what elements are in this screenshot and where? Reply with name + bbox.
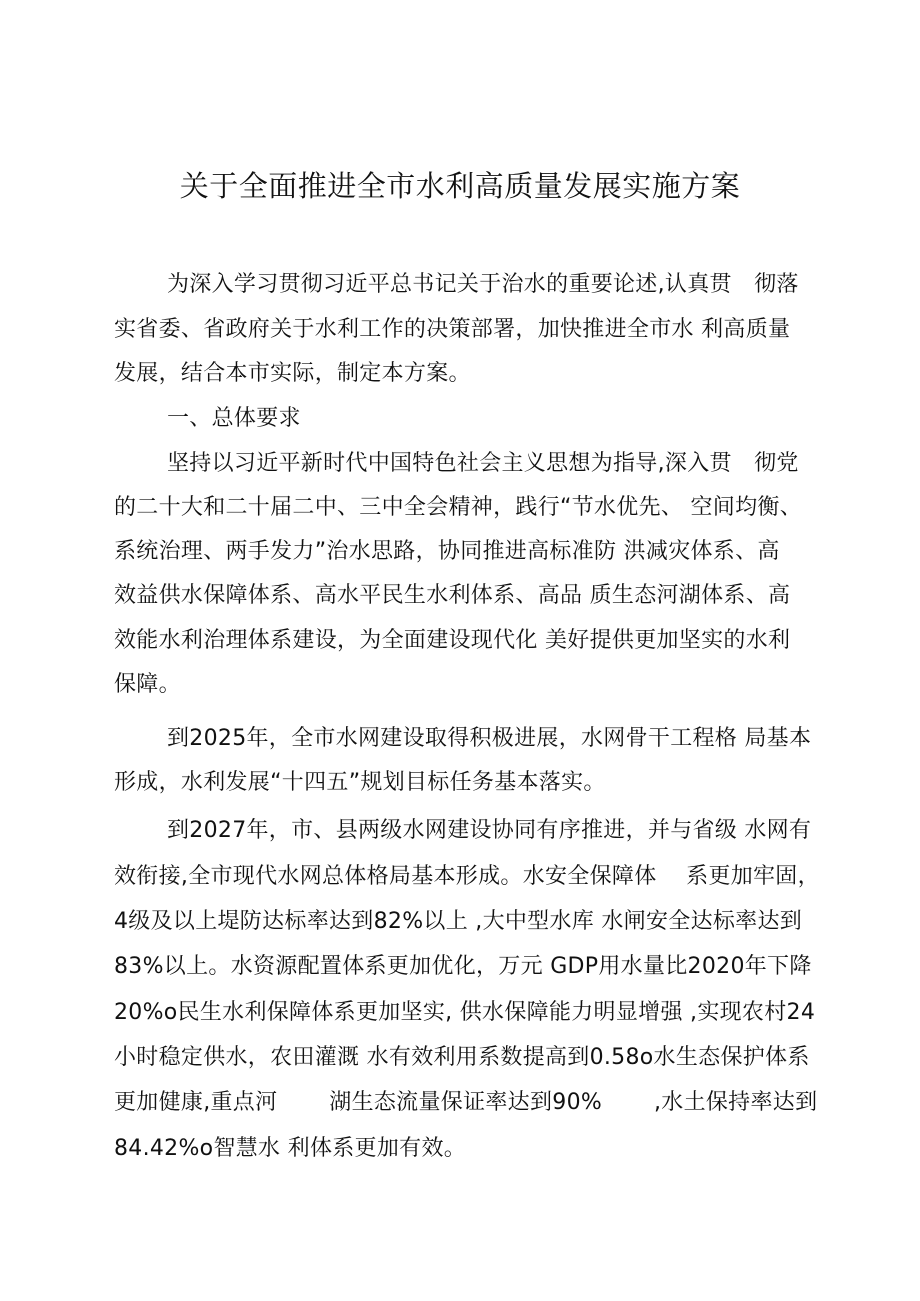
paragraph-line: 的二十大和二十届二中、三中全会精神，践行“节水优先、 空间均衡、 (114, 495, 802, 520)
paragraph-line: 更加健康,重点河 湖生态流量保证率达到90% ,水土保持率达到 (114, 1090, 818, 1115)
paragraph-line: 实省委、省政府关于水利工作的决策部署，加快推进全市水 利高质量 (114, 317, 791, 342)
paragraph-line: 为深入学习贯彻习近平总书记关于治水的重要论述,认真贯 彻落 (167, 272, 799, 297)
paragraph-line: 4级及以上堤防达标率达到82%以上 ,大中型水库 水闸安全达标率达到 (114, 909, 803, 934)
document-title: 关于全面推进全市水利高质量发展实施方案 (179, 169, 741, 203)
paragraph-line: 保障。 (114, 672, 181, 697)
paragraph-line: 效能水利治理体系建设，为全面建设现代化 美好提供更加坚实的水利 (114, 628, 791, 653)
paragraph-line: 发展，结合本市实际，制定本方案。 (114, 361, 471, 386)
paragraph-line: 83%以上。水资源配置体系更加优化，万元 GDP用水量比2020年下降 (114, 954, 812, 979)
paragraph-line: 系统治理、两手发力”治水思路，协同推进高标准防 洪减灾体系、高 (114, 539, 780, 564)
paragraph-line: 20%o民生水利保障体系更加坚实, 供水保障能力明显增强 ,实现农村24 (114, 1000, 816, 1025)
paragraph-line: 到2027年，市、县两级水网建设协同有序推进，并与省级 水网有 (167, 818, 812, 843)
paragraph-line: 坚持以习近平新时代中国特色社会主义思想为指导,深入贯 彻党 (167, 451, 799, 476)
paragraph-line: 效益供水保障体系、高水平民生水利体系、高品 质生态河湖体系、高 (114, 583, 791, 608)
paragraph-line: 84.42%o智慧水 利体系更加有效。 (114, 1136, 467, 1161)
paragraph-line: 到2025年，全市水网建设取得积极进展，水网骨干工程格 局基本 (167, 726, 812, 751)
paragraph-line: 效衔接,全市现代水网总体格局基本形成。水安全保障体 系更加牢固， (114, 864, 820, 889)
section-heading: 一、总体要求 (167, 406, 301, 431)
paragraph-line: 小时稳定供水，农田灌溉 水有效利用系数提高到0.58o水生态保护体系 (114, 1045, 810, 1070)
paragraph-line: 形成，水利发展“十四五”规划目标任务基本落实。 (114, 770, 606, 795)
